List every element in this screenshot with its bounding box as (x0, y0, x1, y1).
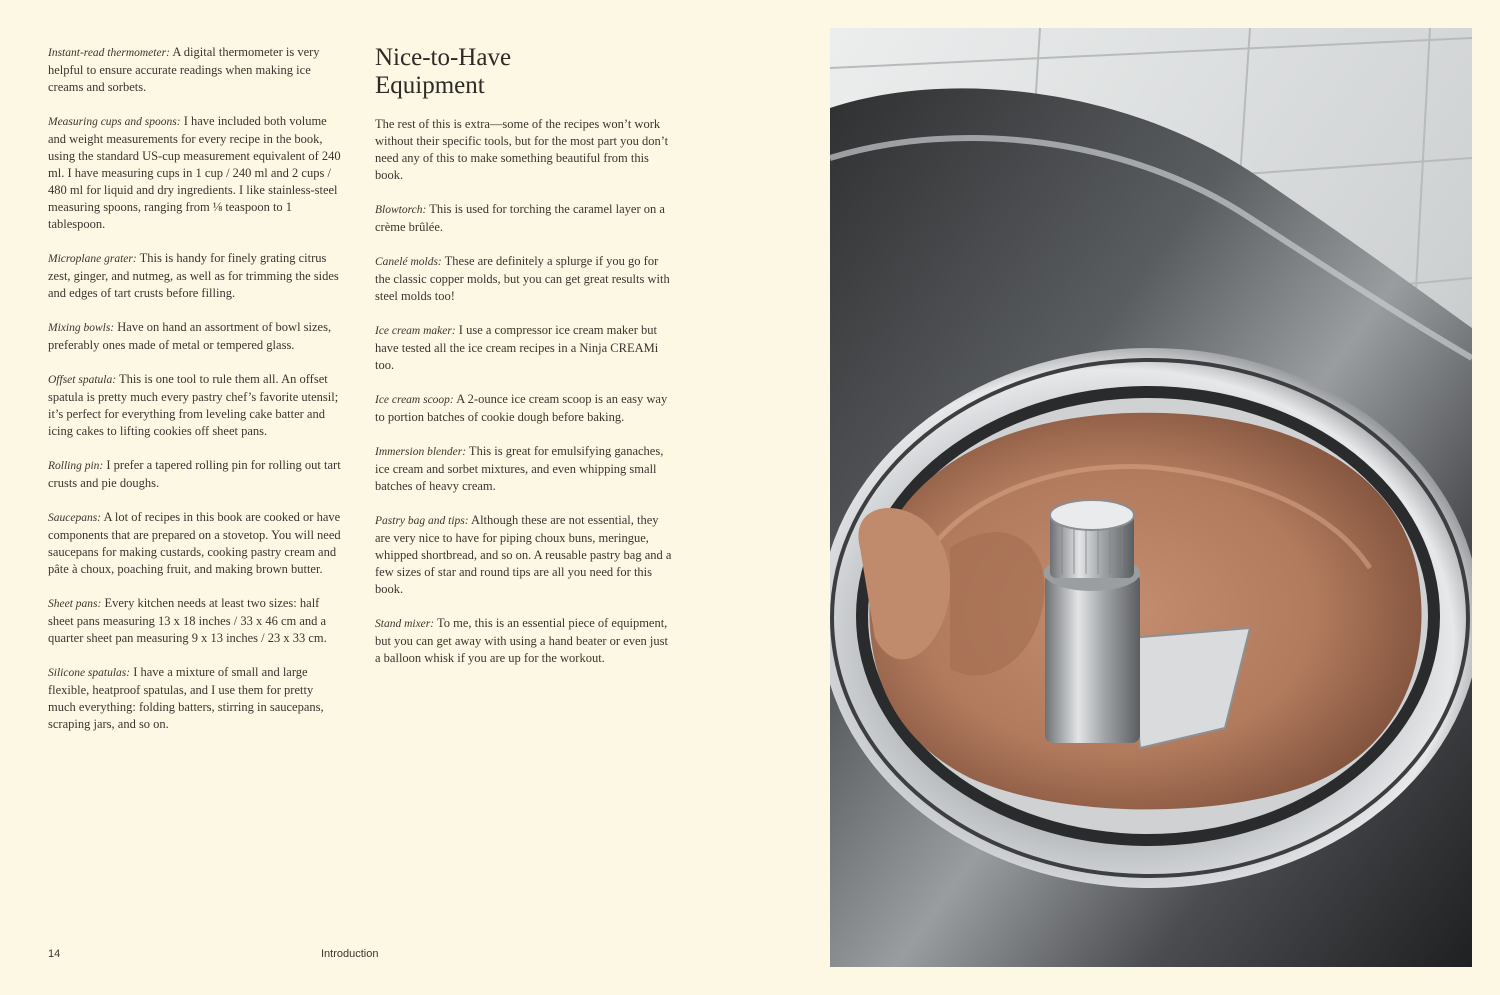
entry-immersion-blender (375, 443, 675, 495)
entry-text: A 2-ounce ice cream scoop is an easy way to portion batches of cookie dough before baking. (375, 392, 668, 424)
entry-text: I have a mixture of small and large flexible, heatproof spatulas, and I use them for pretty much everything: folding batters, stirring in saucepans, scraping jars, and so on. (48, 665, 324, 731)
entry-mixing-bowls (48, 319, 343, 354)
entry-term: Immersion blender: (375, 446, 467, 458)
section-heading (375, 44, 675, 100)
entry-term: Offset spatula: (48, 374, 117, 386)
entry-ice-cream-maker (375, 322, 675, 374)
entry-term: Mixing bowls: (48, 322, 115, 334)
entry-text: Every kitchen needs at least two sizes: half sheet pans measuring 13 x 18 inches / 33 x 46 cm and a quarter sheet pan measuring 9 x 13 inches / 23 x 33 cm. (48, 596, 327, 645)
entry-term: Microplane grater: (48, 253, 137, 265)
entry-term: Measuring cups and spoons: (48, 116, 181, 128)
entry-term: Sheet pans: (48, 598, 102, 610)
entry-measuring-cups (48, 113, 343, 233)
entry-text: This is handy for finely grating citrus zest, ginger, and nutmeg, as well as for trimming the sides and edges of tart crusts before filling. (48, 251, 339, 300)
entry-text: Although these are not essential, they are very nice to have for piping choux buns, meringue, whipped shortbread, and so on. A reusable pastry bag and a few sizes of star and round tips are all you need for this book. (375, 513, 672, 596)
entry-microplane (48, 250, 343, 302)
entry-pastry-bag (375, 512, 675, 598)
entry-term: Instant-read thermometer: (48, 47, 170, 59)
entry-term: Stand mixer: (375, 618, 435, 630)
entry-saucepans (48, 509, 343, 578)
entry-term: Pastry bag and tips: (375, 515, 469, 527)
entry-ice-cream-scoop (375, 391, 675, 426)
entry-offset-spatula (48, 371, 343, 440)
entry-text: This is one tool to rule them all. An offset spatula is pretty much every pastry chef’s favorite utensil; it’s perfect for everything from leveling cake batter and icing cakes to lifting cookies off sheet pans. (48, 372, 339, 438)
ice-cream-maker-illustration (830, 28, 1472, 967)
entry-term: Saucepans: (48, 512, 102, 524)
entry-term: Blowtorch: (375, 204, 427, 216)
entry-term: Rolling pin: (48, 460, 104, 472)
entry-text: To me, this is an essential piece of equipment, but you can get away with using a hand beater or even just a balloon whisk if you are up for the workout. (375, 616, 668, 665)
ice-cream-maker-photo (830, 28, 1472, 967)
entry-stand-mixer (375, 615, 675, 667)
entry-term: Silicone spatulas: (48, 667, 131, 679)
entry-term: Ice cream scoop: (375, 394, 454, 406)
entry-sheet-pans (48, 595, 343, 647)
entry-text: These are definitely a splurge if you go for the classic copper molds, but you can get great results with steel molds too! (375, 254, 670, 303)
entry-term: Canelé molds: (375, 256, 442, 268)
entry-text: This is used for torching the caramel layer on a crème brûlée. (375, 202, 665, 234)
entry-rolling-pin (48, 457, 343, 492)
entry-blowtorch (375, 201, 675, 236)
entry-term: Ice cream maker: (375, 325, 456, 337)
entry-text: I prefer a tapered rolling pin for rolling out tart crusts and pie doughs. (48, 458, 341, 490)
running-title: Introduction (321, 948, 379, 960)
entry-text: This is great for emulsifying ganaches, ice cream and sorbet mixtures, and even whipping small batches of heavy cream. (375, 444, 664, 493)
entry-text: Have on hand an assortment of bowl sizes, preferably ones made of metal or tempered glass. (48, 320, 332, 352)
entry-canele-molds (375, 253, 675, 305)
section-heading-line-1: Nice-to-Have (375, 44, 512, 71)
entry-text: A digital thermometer is very helpful to ensure accurate readings when making ice creams and sorbets. (48, 45, 320, 94)
entry-thermometer (48, 44, 343, 96)
entry-text: I have included both volume and weight measurements for every recipe in the book, using the standard US-cup measurement equivalent of 240 ml. I have measuring cups in 1 cup / 240 ml and 2 cups / 480 ml for liquid and dry ingredients. I like stainless-steel measuring spoons, ranging from ⅛ teaspoon to 1 tablespoon. (48, 114, 341, 231)
entry-text: I use a compressor ice cream maker but have tested all the ice cream recipes in a Ninja CREAMi too. (375, 323, 659, 372)
section-heading-line-2: Equipment (375, 72, 485, 99)
page-number: 14 (48, 948, 61, 960)
entry-silicone-spatulas (48, 664, 343, 733)
entry-text: A lot of recipes in this book are cooked or have components that are prepared on a stovetop. You will need saucepans for making custards, cooking pastry cream and pâte à choux, poaching fruit, and making brown butter. (48, 510, 341, 576)
essential-equipment-column (48, 44, 343, 750)
section-intro: The rest of this is extra—some of the recipes won’t work without their specific tools, but for the most part you don’t need any of this to make something beautiful from this book. (375, 117, 669, 182)
nice-to-have-column (375, 44, 675, 684)
